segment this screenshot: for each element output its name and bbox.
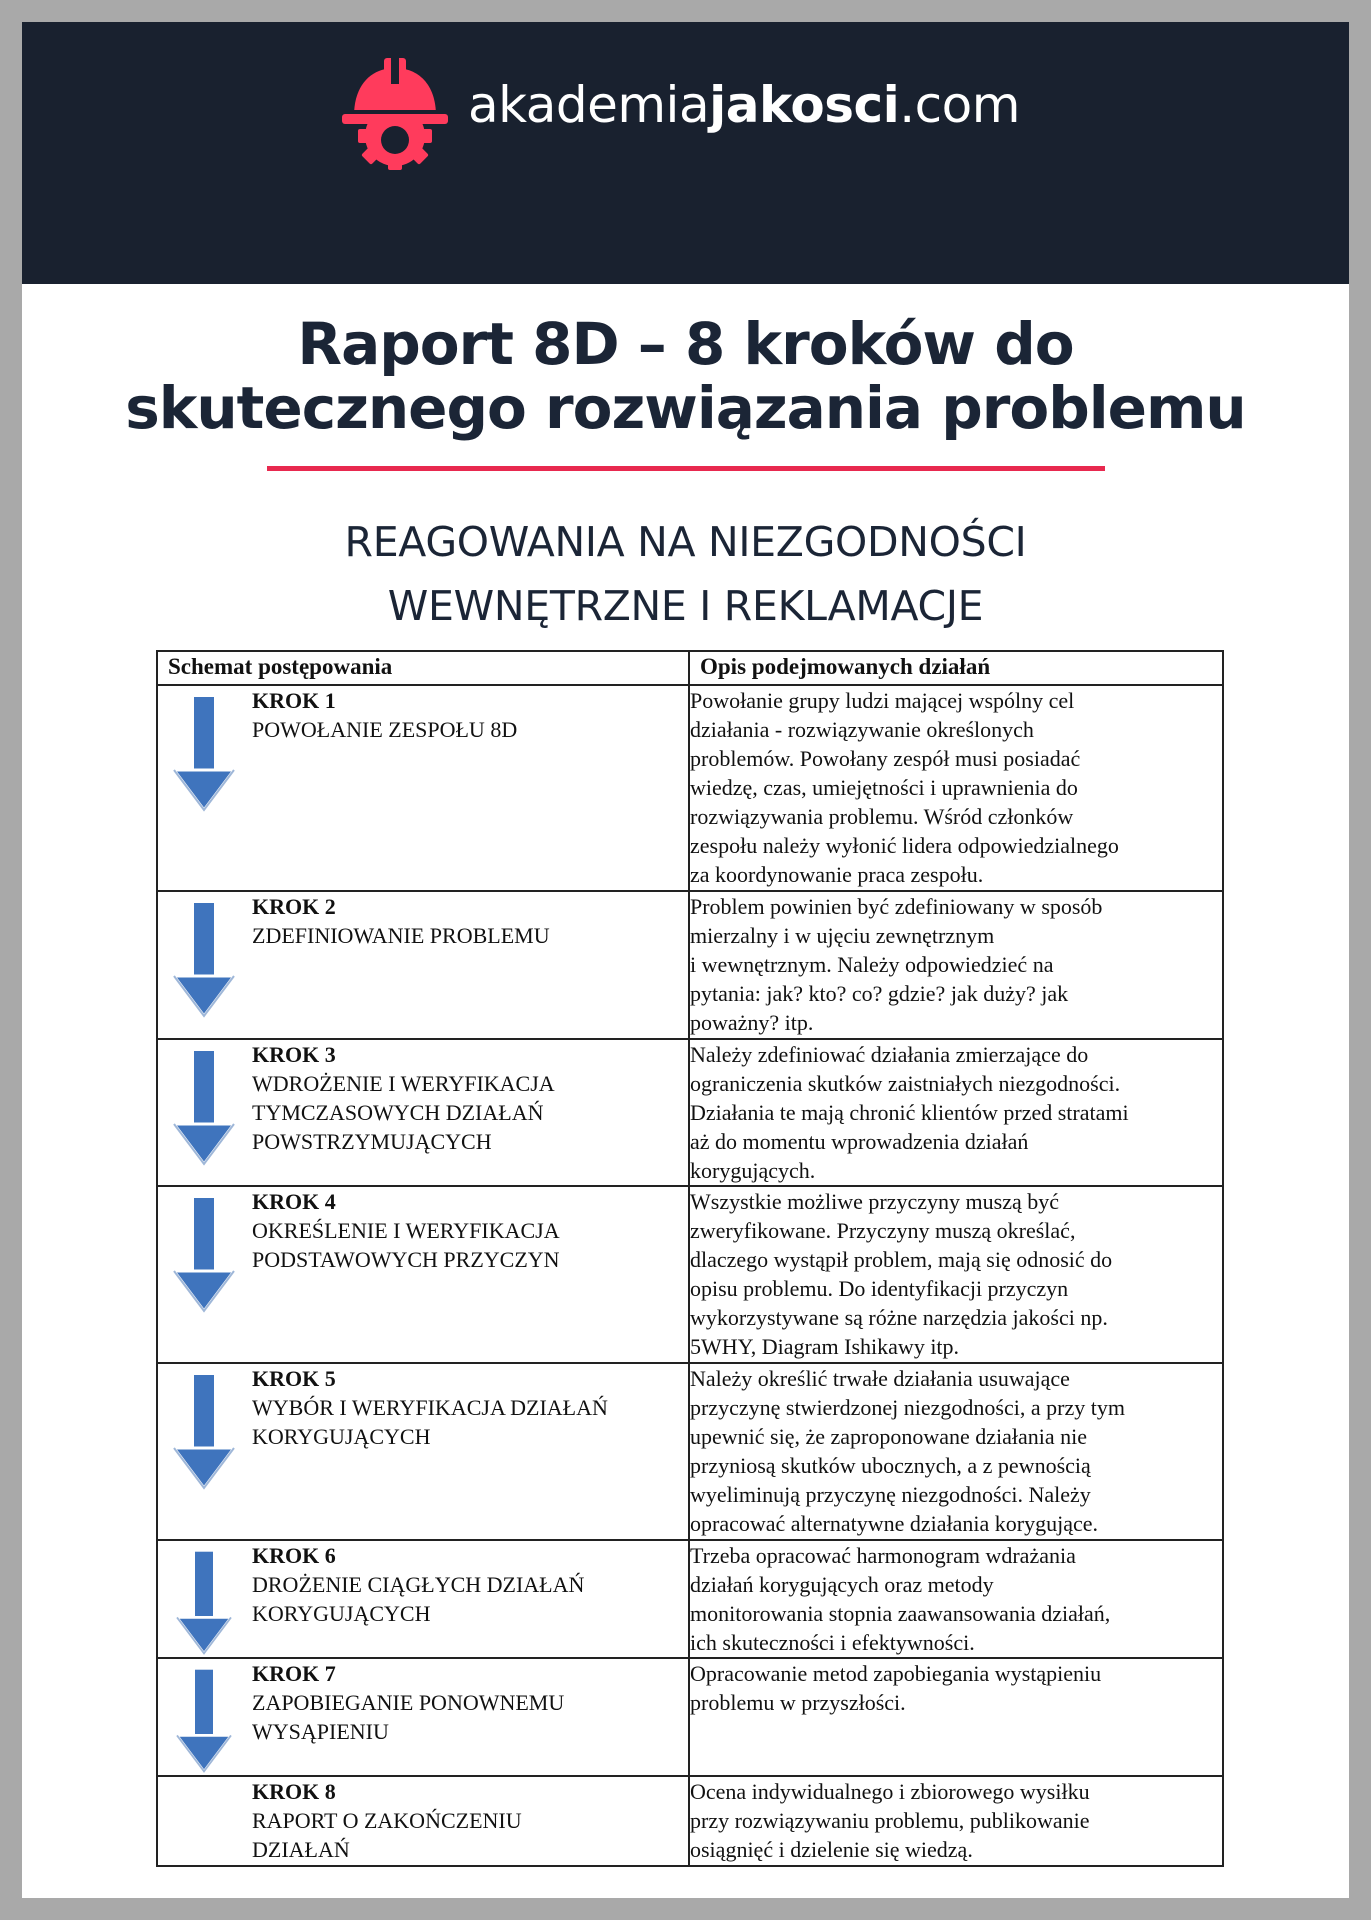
step-cell <box>157 1540 689 1658</box>
down-arrow-icon <box>172 1048 236 1168</box>
title-line-2: skutecznego rozwiązania problemu <box>125 374 1246 442</box>
col-header-scheme: Schemat postępowania <box>157 651 689 685</box>
step-cell <box>157 1658 689 1776</box>
step-description: Powołanie grupy ludzi mającej wspólny cel działania - rozwiązywanie określonych problemów. Powołany zespół musi posiadać wiedzę, czas, umiejętności i uprawnienia do rozwiązywania problemu. Wśród członków zespołu należy wyłonić lidera odpowiedzialnego za koordynowanie praca zespołu. <box>689 685 1223 891</box>
table-row <box>157 1658 1223 1776</box>
title-line-1: Raport 8D – 8 kroków do <box>297 310 1074 378</box>
header-banner <box>22 22 1349 284</box>
step-number: KROK 8 <box>252 1779 336 1804</box>
step-description: Wszystkie możliwe przyczyny muszą być zweryfikowane. Przyczyny muszą określać, dlaczego wystąpił problem, mają się odnosić do opisu problemu. Do identyfikacji przyczyn wykorzystywane są różne narzędzia jakości np. 5WHY, Diagram Ishikawy itp. <box>689 1186 1223 1363</box>
step-name: ZAPOBIEGANIE PONOWNEMU WYSĄPIENIU <box>252 1690 565 1744</box>
step-name: ZDEFINIOWANIE PROBLEMU <box>252 923 550 948</box>
step-number: KROK 5 <box>252 1366 336 1391</box>
step-name: WYBÓR I WERYFIKACJA DZIAŁAŃ KORYGUJĄCYCH <box>252 1395 608 1449</box>
table-row <box>157 1776 1223 1866</box>
down-arrow-icon <box>172 1667 236 1775</box>
table-row <box>157 891 1223 1039</box>
table-header-row <box>157 651 1223 685</box>
document-card <box>22 22 1349 1898</box>
step-number: KROK 6 <box>252 1543 336 1568</box>
step-cell <box>157 1776 689 1866</box>
step-description: Ocena indywidualnego i zbiorowego wysiłku przy rozwiązywaniu problemu, publikowanie osiągnięć i dzielenie się wiedzą. <box>689 1776 1223 1866</box>
step-name: DROŻENIE CIĄGŁYCH DZIAŁAŃ KORYGUJĄCYCH <box>252 1572 585 1626</box>
page-subtitle <box>22 510 1349 638</box>
step-name: RAPORT O ZAKOŃCZENIU DZIAŁAŃ <box>252 1808 522 1862</box>
table-row <box>157 685 1223 891</box>
helmet-gear-logo-icon <box>340 54 450 172</box>
step-description: Trzeba opracować harmonogram wdrażania działań korygujących oraz metody monitorowania stopnia zaawansowania działań, ich skuteczności i efektywności. <box>689 1540 1223 1658</box>
step-description: Należy zdefiniować działania zmierzające do ograniczenia skutków zaistniałych niezgodności. Działania te mają chronić klientów przed stratami aż do momentu wprowadzenia działań korygujących. <box>689 1039 1223 1186</box>
page-title <box>22 312 1349 440</box>
step-number: KROK 2 <box>252 894 336 919</box>
down-arrow-icon <box>172 1549 236 1657</box>
table-row <box>157 1363 1223 1540</box>
down-arrow-icon <box>172 1372 236 1492</box>
step-number: KROK 3 <box>252 1042 336 1067</box>
table-row <box>157 1540 1223 1658</box>
subtitle-line-2: WEWNĘTRZNE I REKLAMACJE <box>387 582 984 630</box>
title-divider <box>267 466 1105 471</box>
step-number: KROK 7 <box>252 1661 336 1686</box>
step-cell <box>157 1039 689 1186</box>
step-number: KROK 4 <box>252 1189 336 1214</box>
step-name: WDROŻENIE I WERYFIKACJA TYMCZASOWYCH DZIAŁAŃ POWSTRZYMUJĄCYCH <box>252 1071 555 1154</box>
step-description: Należy określić trwałe działania usuwające przyczynę stwierdzonej niezgodności, a przy tym upewnić się, że zaproponowane działania nie przyniosą skutków ubocznych, a z pewnością wyeliminują przyczynę niezgodności. Należy opracować alternatywne działania korygujące. <box>689 1363 1223 1540</box>
step-cell <box>157 891 689 1039</box>
step-description: Opracowanie metod zapobiegania wystąpieniu problemu w przyszłości. <box>689 1658 1223 1776</box>
step-name: OKREŚLENIE I WERYFIKACJA PODSTAWOWYCH PRZYCZYN <box>252 1218 560 1272</box>
step-cell <box>157 1186 689 1363</box>
step-name: POWOŁANIE ZESPOŁU 8D <box>252 717 518 742</box>
step-cell <box>157 1363 689 1540</box>
col-header-description: Opis podejmowanych działań <box>689 651 1223 685</box>
steps-table <box>156 650 1224 1867</box>
brand-name: akademiajakosci.com <box>468 76 1020 134</box>
table-row <box>157 1186 1223 1363</box>
down-arrow-icon <box>172 694 236 814</box>
step-number: KROK 1 <box>252 688 336 713</box>
step-description: Problem powinien być zdefiniowany w sposób mierzalny i w ujęciu zewnętrznym i wewnętrznym. Należy odpowiedzieć na pytania: jak? kto? co? gdzie? jak duży? jak poważny? itp. <box>689 891 1223 1039</box>
subtitle-line-1: REAGOWANIA NA NIEZGODNOŚCI <box>344 518 1027 566</box>
table-row <box>157 1039 1223 1186</box>
down-arrow-icon <box>172 1195 236 1315</box>
step-cell <box>157 685 689 891</box>
down-arrow-icon <box>172 900 236 1020</box>
